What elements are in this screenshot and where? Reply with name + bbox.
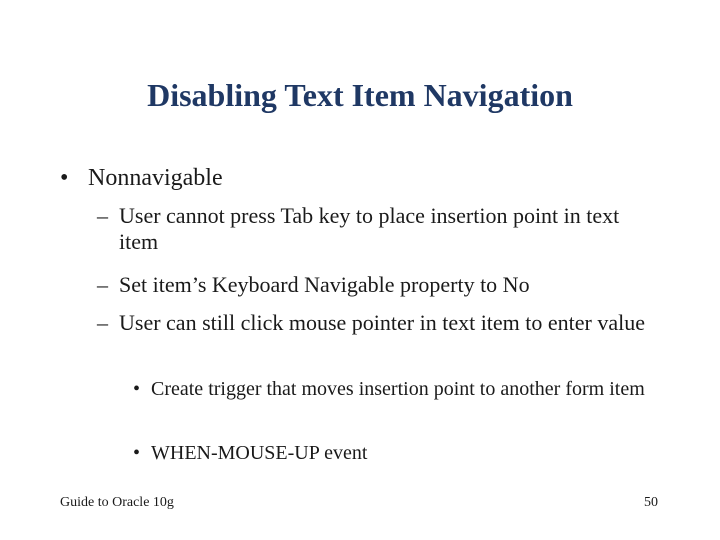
sub-sub-bullet-item-when-mouse-up [133,439,653,467]
sub-bullet-text: Set item’s Keyboard Navigable property to No [119,272,530,297]
page-number: 50 [644,495,658,510]
sub-bullet-item-mouse-click [97,310,657,336]
sub-sub-bullet-text: Create trigger that moves insertion point to another form item [151,378,645,400]
bullet-text: Nonnavigable [88,165,223,191]
sub-bullet-text: User cannot press Tab key to place insertion point in text item [119,203,620,254]
dash-marker: – [97,272,108,297]
bullet-marker: • [60,165,69,191]
bullet-marker: • [133,442,141,464]
footer-source: Guide to Oracle 10g [60,495,174,510]
sub-sub-bullet-text: WHEN-MOUSE-UP event [151,442,368,464]
slide-title: Disabling Text Item Navigation [147,77,573,113]
bullet-marker: • [133,378,141,400]
sub-bullet-text: User can still click mouse pointer in text item to enter value [119,310,646,335]
sub-bullet-item-keyboard-navigable [97,272,657,298]
sub-bullet-item-tab-key [97,203,657,255]
dash-marker: – [97,203,108,228]
dash-marker: – [97,310,108,335]
sub-sub-bullet-item-create-trigger [133,375,653,403]
